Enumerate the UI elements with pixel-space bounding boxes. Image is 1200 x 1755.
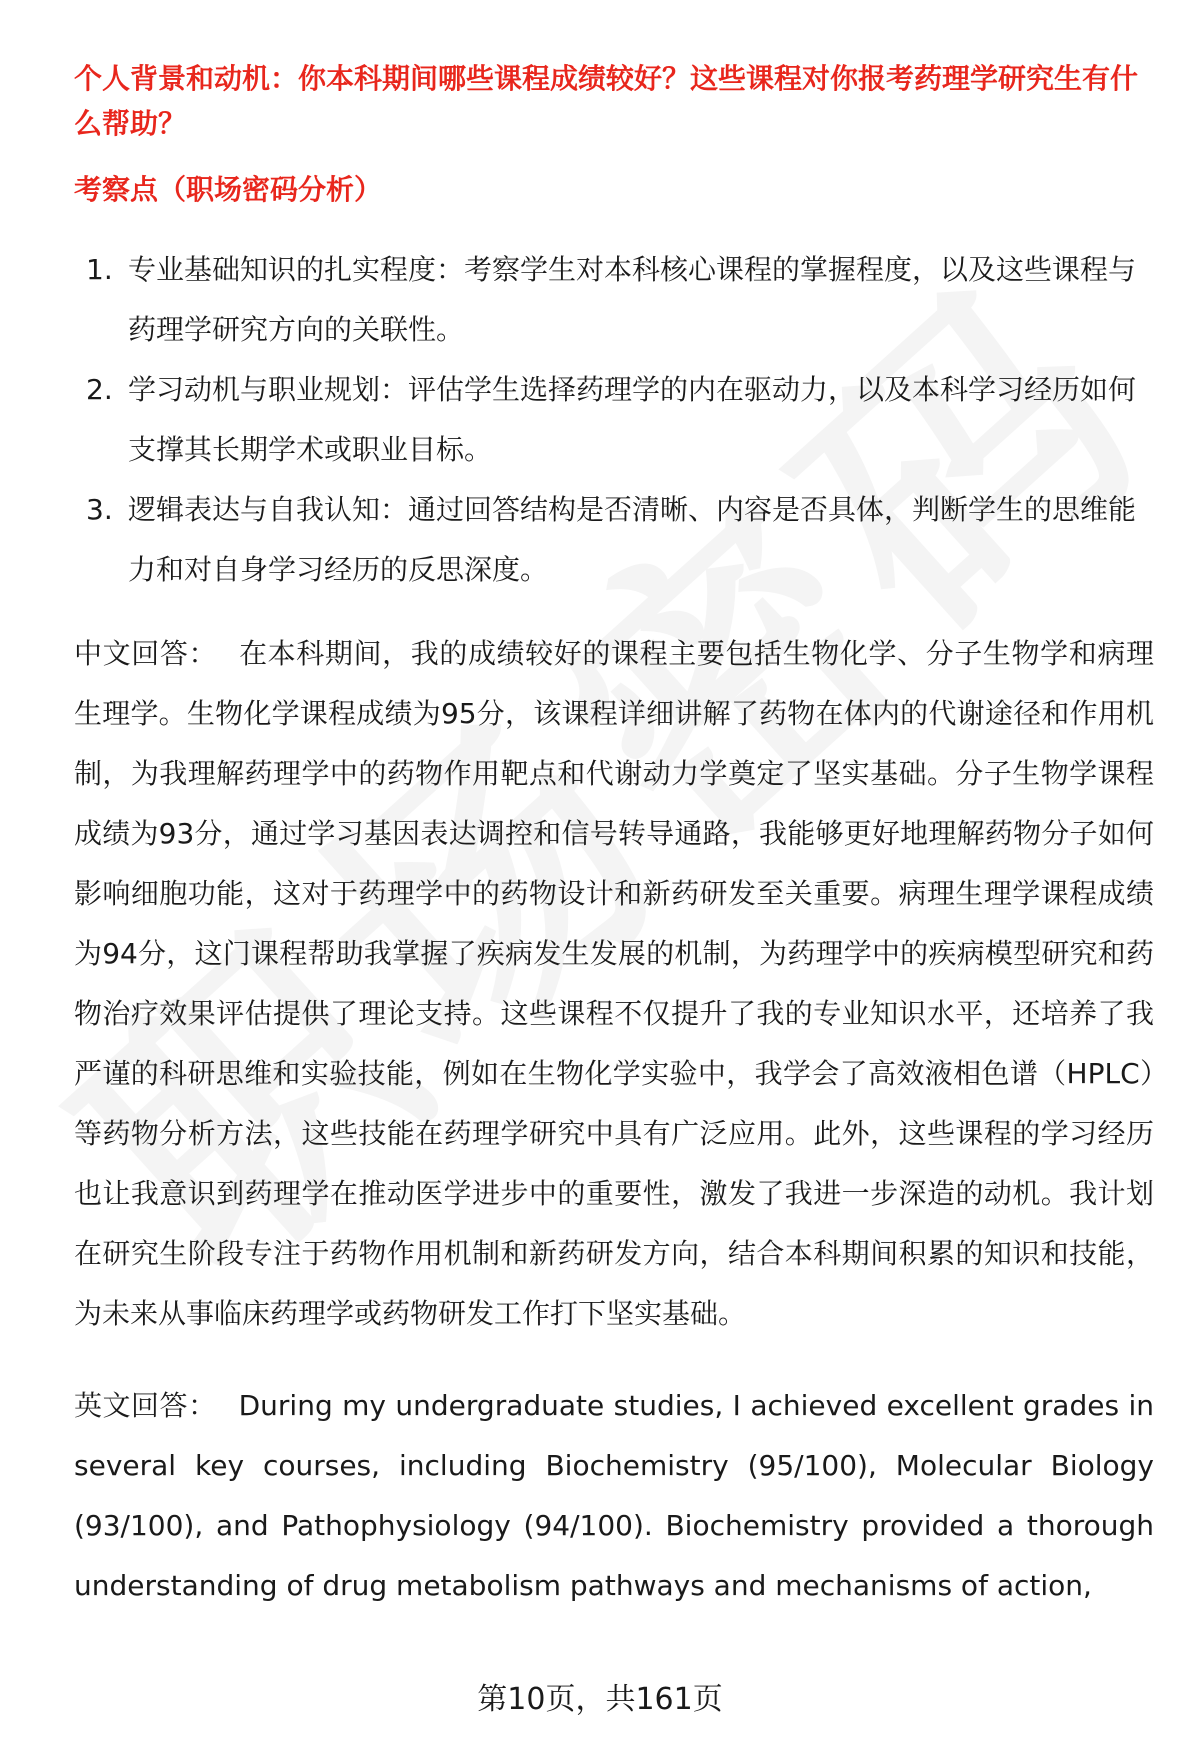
english-answer: [74, 1376, 1154, 1616]
list-item: [74, 240, 1154, 360]
list-item-number: 1.: [86, 253, 113, 286]
question-heading: 个人背景和动机：你本科期间哪些课程成绩较好？这些课程对你报考药理学研究生有什么帮助？: [74, 62, 1139, 140]
list-item-number: 2.: [86, 373, 113, 406]
english-answer-text: During my undergraduate studies, I achieved excellent grades in several key courses, including Biochemistry (95/100), Molecular Biology (93/100), and Pathophysiology (94/100). Biochemistry provided a thorough understanding of drug metabolism pathways and mechanisms of action,: [74, 1389, 1154, 1602]
list-item-text: 学习动机与职业规划：评估学生选择药理学的内在驱动力，以及本科学习经历如何支撑其长期学术或职业目标。: [128, 373, 1137, 466]
chinese-answer-label: 中文回答：: [74, 637, 218, 670]
section-title: 考察点（职场密码分析）: [74, 173, 383, 206]
page-number-footer: 第10页，共161页: [477, 1682, 723, 1717]
list-item: [74, 480, 1154, 600]
page-content: [74, 56, 1154, 1616]
list-item-text: 专业基础知识的扎实程度：考察学生对本科核心课程的掌握程度，以及这些课程与药理学研究方向的关联性。: [128, 253, 1137, 346]
assessment-points-list: [74, 240, 1154, 600]
chinese-answer-text: 在本科期间，我的成绩较好的课程主要包括生物化学、分子生物学和病理生理学。生物化学课程成绩为95分，该课程详细讲解了药物在体内的代谢途径和作用机制，为我理解药理学中的药物作用靶点和代谢动力学奠定了坚实基础。分子生物学课程成绩为93分，通过学习基因表达调控和信号转导通路，我能够更好地理解药物分子如何影响细胞功能，这对于药理学中的药物设计和新药研发至关重要。病理生理学课程成绩为94分，这门课程帮助我掌握了疾病发生发展的机制，为药理学中的疾病模型研究和药物治疗效果评估提供了理论支持。这些课程不仅提升了我的专业知识水平，还培养了我严谨的科研思维和实验技能，例如在生物化学实验中，我学会了高效液相色谱（HPLC）等药物分析方法，这些技能在药理学研究中具有广泛应用。此外，这些课程的学习经历也让我意识到药理学在推动医学进步中的重要性，激发了我进一步深造的动机。我计划在研究生阶段专注于药物作用机制和新药研发方向，结合本科期间积累的知识和技能，为未来从事临床药理学或药物研发工作打下坚实基础。: [74, 637, 1154, 1330]
list-item-number: 3.: [86, 493, 113, 526]
english-answer-label: 英文回答：: [74, 1389, 217, 1422]
list-item-text: 逻辑表达与自我认知：通过回答结构是否清晰、内容是否具体，判断学生的思维能力和对自身学习经历的反思深度。: [128, 493, 1137, 586]
chinese-answer: [74, 624, 1154, 1344]
list-item: [74, 360, 1154, 480]
